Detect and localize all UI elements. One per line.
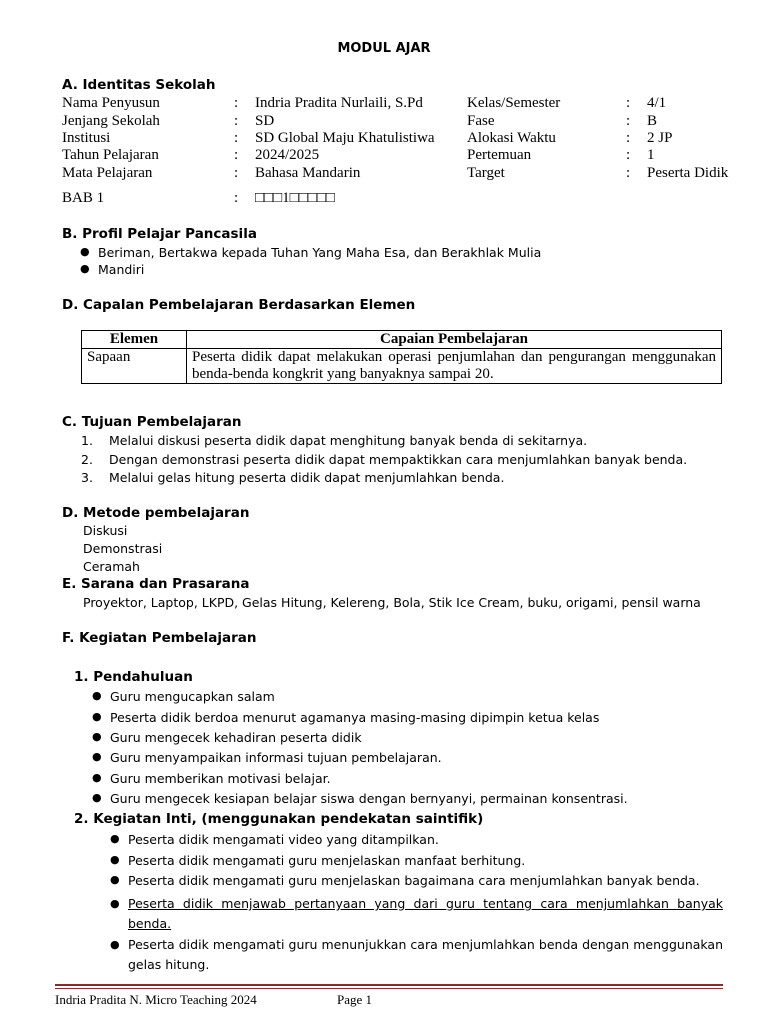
list-item: ● Guru menyampaikan informasi tujuan pembelajaran. — [92, 750, 442, 765]
list-item: ● Guru mengecek kehadiran peserta didik — [92, 730, 362, 745]
section-e-heading: E. Sarana dan Prasarana — [62, 576, 250, 592]
identity-label: Tahun Pelajaran — [62, 147, 159, 163]
bullet-icon: ● — [92, 750, 102, 763]
list-item: ● Peserta didik mengamati video yang ditampilkan. — [110, 832, 439, 847]
table-header-cell: Elemen — [82, 331, 187, 349]
section-a-heading: A. Identitas Sekolah — [62, 77, 216, 93]
bullet-icon: ● — [110, 832, 120, 845]
list-item: ● Peserta didik berdoa menurut agamanya masing-masing dipimpin ketua kelas — [92, 710, 600, 725]
list-item: 1. Melalui diskusi peserta didik dapat menghitung banyak benda di sekitarnya. — [81, 433, 588, 448]
identity-label-2: Kelas/Semester — [467, 95, 561, 111]
document-title: MODUL AJAR — [337, 41, 431, 56]
identity-label-2: Alokasi Waktu — [467, 130, 556, 146]
identity-value: SD — [255, 113, 275, 129]
list-item: Ceramah — [83, 559, 140, 574]
footer-divider — [55, 988, 723, 989]
list-item: ● Mandiri — [80, 262, 145, 277]
table-row — [82, 349, 722, 384]
identity-sep: : — [234, 165, 239, 181]
table-cell: Peserta didik dapat melakukan operasi penjumlahan dan pengurangan menggunakan benda-benda kongkrit yang banyaknya sampai 20. — [187, 349, 722, 384]
bab-sep: : — [234, 190, 239, 206]
identity-sep-2: : — [626, 130, 631, 146]
table-header-cell: Capaian Pembelajaran — [187, 331, 722, 349]
identity-label-2: Target — [467, 165, 505, 181]
section-c-heading: C. Tujuan Pembelajaran — [62, 414, 242, 430]
identity-label: Nama Penyusun — [62, 95, 160, 111]
list-item: ● Peserta didik menjawab pertanyaan yang dari guru tentang cara menjumlahkan banyak benda. — [110, 896, 723, 931]
identity-value-2: 4/1 — [647, 95, 667, 111]
table-cell: Sapaan — [82, 349, 187, 384]
list-item: Diskusi — [83, 523, 128, 538]
identity-sep: : — [234, 130, 239, 146]
identity-label: Institusi — [62, 130, 111, 146]
identity-label: Jenjang Sekolah — [62, 113, 160, 129]
footer-page-number: Page 1 — [337, 992, 373, 1007]
list-item: ● Peserta didik mengamati guru menjelaskan manfaat berhitung. — [110, 853, 526, 868]
identity-sep: : — [234, 147, 239, 163]
identity-sep: : — [234, 95, 239, 111]
bullet-icon: ● — [92, 771, 102, 784]
bullet-icon: ● — [92, 730, 102, 743]
identity-sep-2: : — [626, 147, 631, 163]
identity-value: Indria Pradita Nurlaili, S.Pd — [255, 95, 423, 111]
bullet-icon: ● — [92, 689, 102, 702]
bullet-icon: ● — [80, 262, 90, 275]
identity-value-2: Peserta Didik — [647, 165, 729, 181]
section-d-metode-heading: D. Metode pembelajaran — [62, 505, 250, 521]
bullet-icon: ● — [110, 897, 120, 910]
identity-value-2: B — [647, 113, 658, 129]
footer-divider — [55, 984, 723, 986]
identity-sep-2: : — [626, 113, 631, 129]
bullet-icon: ● — [80, 245, 90, 258]
list-item: ● Beriman, Bertakwa kepada Tuhan Yang Maha Esa, dan Berakhlak Mulia — [80, 245, 542, 260]
footer-author: Indria Pradita N. Micro Teaching 2024 — [55, 992, 257, 1007]
identity-value-2: 2 JP — [647, 130, 673, 146]
list-item: ● Guru mengecek kesiapan belajar siswa dengan bernyanyi, permainan konsentrasi. — [92, 791, 628, 806]
pendahuluan-heading: 1. Pendahuluan — [74, 669, 193, 685]
bullet-icon: ● — [92, 791, 102, 804]
identity-value: 2024/2025 — [255, 147, 320, 163]
list-item: ● Guru memberikan motivasi belajar. — [92, 771, 331, 786]
identity-value: SD Global Maju Khatulistiwa — [255, 130, 435, 146]
list-item: ● Guru mengucapkan salam — [92, 689, 275, 704]
identity-value-2: 1 — [647, 147, 655, 163]
section-b-heading: B. Profil Pelajar Pancasila — [62, 226, 257, 242]
bullet-icon: ● — [110, 873, 120, 886]
bab-label: BAB 1 — [62, 190, 105, 206]
section-d-capaian-heading: D. Capalan Pembelajaran Berdasarkan Elemen — [62, 297, 416, 313]
kegiatan-inti-heading: 2. Kegiatan Inti, (menggunakan pendekatan saintifik) — [74, 811, 484, 827]
identity-sep: : — [234, 113, 239, 129]
identity-label: Mata Pelajaran — [62, 165, 153, 181]
bullet-icon: ● — [110, 938, 120, 951]
table-header-row — [82, 331, 722, 349]
list-item: ● Peserta didik mengamati guru menjelaskan bagaimana cara menjumlahkan banyak benda. — [110, 873, 700, 888]
list-item: 3. Melalui gelas hitung peserta didik dapat menjumlahkan benda. — [81, 470, 505, 485]
identity-sep-2: : — [626, 165, 631, 181]
bullet-icon: ● — [92, 710, 102, 723]
bullet-icon: ● — [110, 853, 120, 866]
list-item: ● Peserta didik mengamati guru menunjukkan cara menjumlahkan benda dengan menggunakan gelas hitung. — [110, 937, 723, 972]
identity-label-2: Pertemuan — [467, 147, 532, 163]
capaian-table — [81, 330, 722, 384]
section-f-heading: F. Kegiatan Pembelajaran — [62, 630, 257, 646]
sarana-text: Proyektor, Laptop, LKPD, Gelas Hitung, Kelereng, Bola, Stik Ice Cream, buku, origami, pensil warna — [83, 595, 701, 610]
bab-value: □□□1□□□□□ — [255, 190, 335, 206]
list-item: Demonstrasi — [83, 541, 163, 556]
identity-label-2: Fase — [467, 113, 495, 129]
identity-sep-2: : — [626, 95, 631, 111]
identity-value: Bahasa Mandarin — [255, 165, 361, 181]
list-item: 2. Dengan demonstrasi peserta didik dapat mempaktikkan cara menjumlahkan banyak benda. — [81, 452, 688, 467]
